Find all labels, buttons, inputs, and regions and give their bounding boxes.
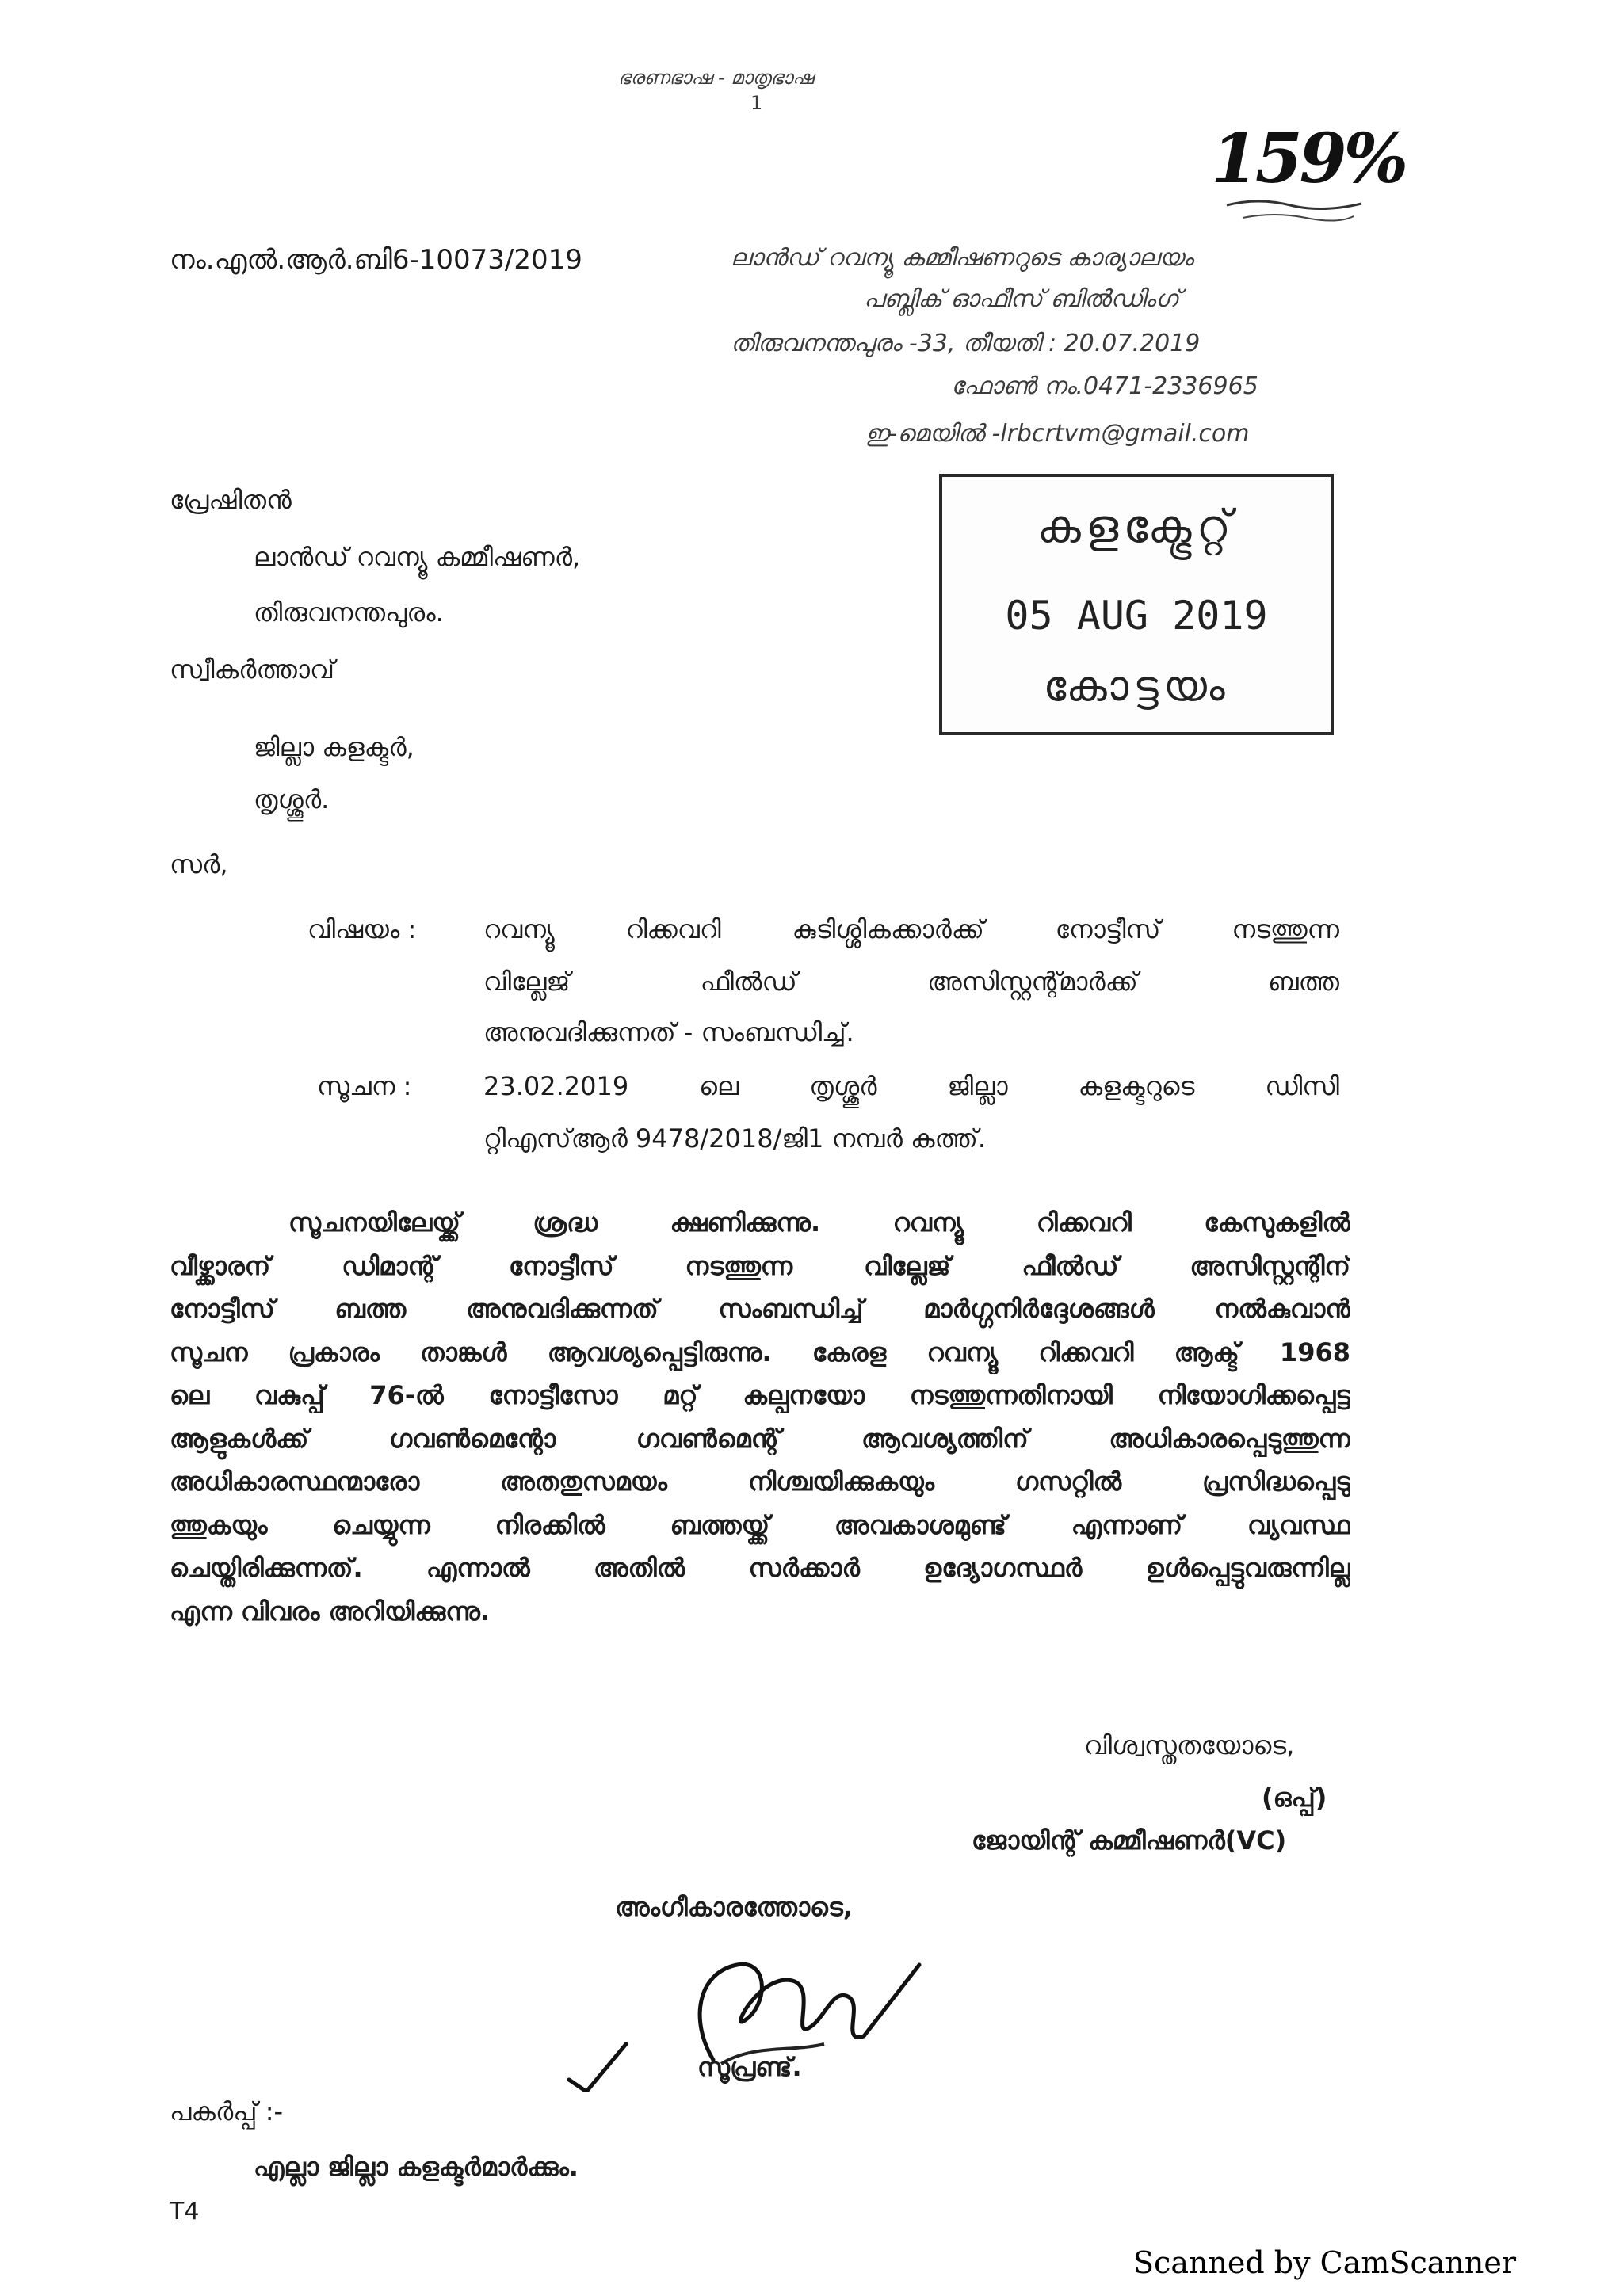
document-code: T4 — [170, 2198, 200, 2225]
office-email: ഇ-മെയിൽ -lrbcrtvm@gmail.com — [865, 420, 1250, 448]
reference-number: നം.എൽ.ആർ.ബി6-10073/2019 — [170, 244, 582, 276]
body-line: ചെയ്തിരിക്കുന്നത്. എന്നാൽ അതിൽ സർക്കാർ ഉദ്യോഗസ്ഥർ ഉൾപ്പെട്ടുവരുന്നില്ല — [170, 1553, 1350, 1583]
copy-label: പകർപ്പ് :- — [170, 2096, 284, 2126]
body-line: എന്ന വിവരം അറിയിക്കുന്നു. — [170, 1596, 491, 1627]
body-line: ലെ വകുപ്പ് 76-ൽ നോട്ടീസോ മറ്റ് കല്പനയോ നടത്തുന്നതിനായി നിയോഗിക്കപ്പെട്ട — [170, 1380, 1350, 1410]
scribble-icon — [1211, 194, 1377, 226]
handwritten-number-text: 159% — [1211, 119, 1406, 199]
office-phone: ഫോൺ നം.0471-2336965 — [951, 372, 1258, 400]
body-line: ആളുകൾക്ക് ഗവൺമെന്റോ ഗവൺമെന്റ് ആവശ്യത്തിന് അധികാരപ്പെടുത്തുന്ന — [170, 1423, 1350, 1454]
closing-line-1: വിശ്വസ്തതയോടെ, — [1084, 1730, 1295, 1760]
ref-line-2: റ്റിഎസ്ആർ 9478/2018/ജി1 നമ്പർ കത്ത്. — [483, 1123, 986, 1154]
body-paragraph — [170, 1201, 1350, 1633]
from-line-2: തിരുവനന്തപുരം. — [254, 597, 444, 627]
scanner-footer: Scanned by CamScanner — [1133, 2245, 1517, 2280]
from-heading: പ്രേഷിതൻ — [170, 485, 292, 515]
received-stamp — [939, 474, 1334, 735]
to-line-2: തൃശ്ശൂർ. — [254, 784, 330, 814]
subject-line-1: റവന്യൂ റിക്കവറി കുടിശ്ശികക്കാർക്ക് നോട്ടീസ് നടത്തുന്ന — [483, 914, 1339, 944]
handwritten-file-number — [1211, 119, 1406, 230]
body-line: സൂചന പ്രകാരം താങ്കൾ ആവശ്യപ്പെട്ടിരുന്നു. കേരള റവന്യൂ റിക്കവറി ആക്ട് 1968 — [170, 1337, 1350, 1367]
to-heading: സ്വീകർത്താവ് — [170, 654, 334, 685]
approval-text: അംഗീകാരത്തോടെ, — [615, 1892, 853, 1922]
stamp-date: 05 AUG 2019 — [1005, 593, 1268, 639]
approval-signer: സൂപ്രണ്ട്. — [697, 2052, 802, 2082]
header-motto: ഭരണഭാഷ - മാതൃഭാഷ — [618, 67, 814, 89]
subject-line-2: വില്ലേജ് ഫീൽഡ് അസിസ്റ്റന്റ്മാർക്ക് ബത്ത — [483, 967, 1339, 997]
header-mark: 1 — [750, 92, 763, 114]
copy-line-1: എല്ലാ ജില്ലാ കളക്ടർമാർക്കും. — [254, 2152, 579, 2182]
office-line-2: പബ്ലിക് ഓഫീസ് ബിൽഡിംഗ് — [864, 285, 1179, 313]
to-line-1: ജില്ലാ കളക്ടർ, — [254, 732, 414, 762]
closing-designation: ജോയിന്റ് കമ്മീഷണർ(VC) — [972, 1825, 1287, 1855]
ref-line-1: 23.02.2019 ലെ തൃശ്ശൂർ ജില്ലാ കളക്ടറുടെ ഡിസി — [483, 1071, 1339, 1101]
ref-label: സൂചന : — [317, 1071, 412, 1101]
body-line: നോട്ടീസ് ബത്ത അനുവദിക്കുന്നത് സംബന്ധിച്ച് മാർഗ്ഗനിർദ്ദേശങ്ങൾ നൽകുവാൻ — [170, 1294, 1350, 1324]
stamp-office: കളക്ട്രേറ്റ് — [1037, 499, 1236, 553]
office-line-1: ലാൻഡ് റവന്യൂ കമ്മീഷണറുടെ കാര്യാലയം — [731, 244, 1193, 272]
body-line: സൂചനയിലേയ്ക്ക് ശ്രദ്ധ ക്ഷണിക്കുന്നു. റവന്യൂ റിക്കവറി കേസുകളിൽ — [288, 1207, 1350, 1238]
body-line: അധികാരസ്ഥന്മാരോ അതതുസമയം നിശ്ചയിക്കുകയും ഗസറ്റിൽ പ്രസിദ്ധപ്പെടു — [170, 1466, 1350, 1497]
body-line: ത്തുകയും ചെയ്യുന്ന നിരക്കിൽ ബത്തയ്ക്ക് അവകാശമുണ്ട് എന്നാണ് വ്യവസ്ഥ — [170, 1509, 1350, 1540]
office-line-3: തിരുവനന്തപുരം -33, തീയതി : 20.07.2019 — [731, 330, 1201, 357]
stamp-place: കോട്ടയം — [1043, 661, 1230, 711]
subject-line-3: അനുവദിക്കുന്നത് - സംബന്ധിച്ച്. — [483, 1017, 854, 1047]
body-line: വീഴ്ക്കാരന് ഡിമാന്റ് നോട്ടീസ് നടത്തുന്ന വില്ലേജ് ഫീൽഡ് അസിസ്റ്റന്റിന് — [170, 1250, 1350, 1281]
salutation: സർ, — [170, 849, 228, 879]
from-line-1: ലാൻഡ് റവന്യൂ കമ്മീഷണർ, — [254, 542, 581, 572]
subject-label: വിഷയം : — [307, 914, 417, 944]
closing-signed: (ഒപ്പ്) — [1262, 1783, 1327, 1813]
